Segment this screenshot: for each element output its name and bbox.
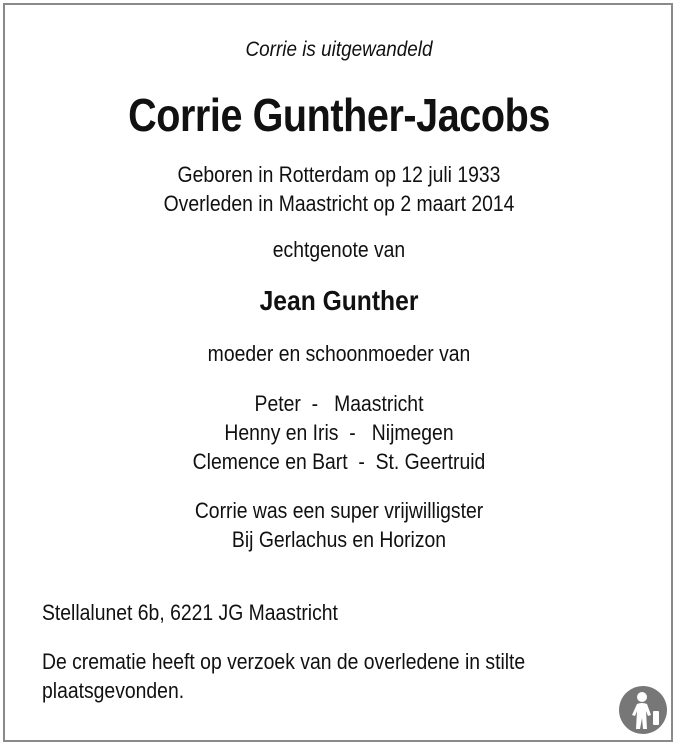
death-line: Overleden in Maastricht op 2 maart 2014 <box>163 191 515 216</box>
closing-line: Bij Gerlachus en Horizon <box>231 527 447 552</box>
children-list <box>41 389 638 476</box>
life-dates <box>41 160 638 218</box>
memorial-person-icon <box>618 685 668 735</box>
spouse-intro: echtgenote van <box>272 237 406 262</box>
child-entry: Henny en Iris - Nijmegen <box>224 420 454 445</box>
cremation-line: plaatsgevonden. <box>42 678 185 703</box>
spouse-name: Jean Gunther <box>259 285 419 316</box>
closing-line: Corrie was een super vrijwilligster <box>194 498 484 523</box>
intro-line: Corrie is uitgewandeld <box>245 38 433 61</box>
birth-line: Geboren in Rotterdam op 12 juli 1933 <box>177 162 501 187</box>
address: Stellalunet 6b, 6221 JG Maastricht <box>42 600 338 625</box>
child-entry: Peter - Maastricht <box>254 391 424 416</box>
cremation-line: De crematie heeft op verzoek van de overledene in stilte <box>42 649 526 674</box>
children-intro: moeder en schoonmoeder van <box>207 341 471 366</box>
cremation-note <box>42 647 525 705</box>
child-entry: Clemence en Bart - St. Geertruid <box>192 449 486 474</box>
deceased-name: Corrie Gunther-Jacobs <box>128 89 550 141</box>
closing-text <box>41 496 638 554</box>
